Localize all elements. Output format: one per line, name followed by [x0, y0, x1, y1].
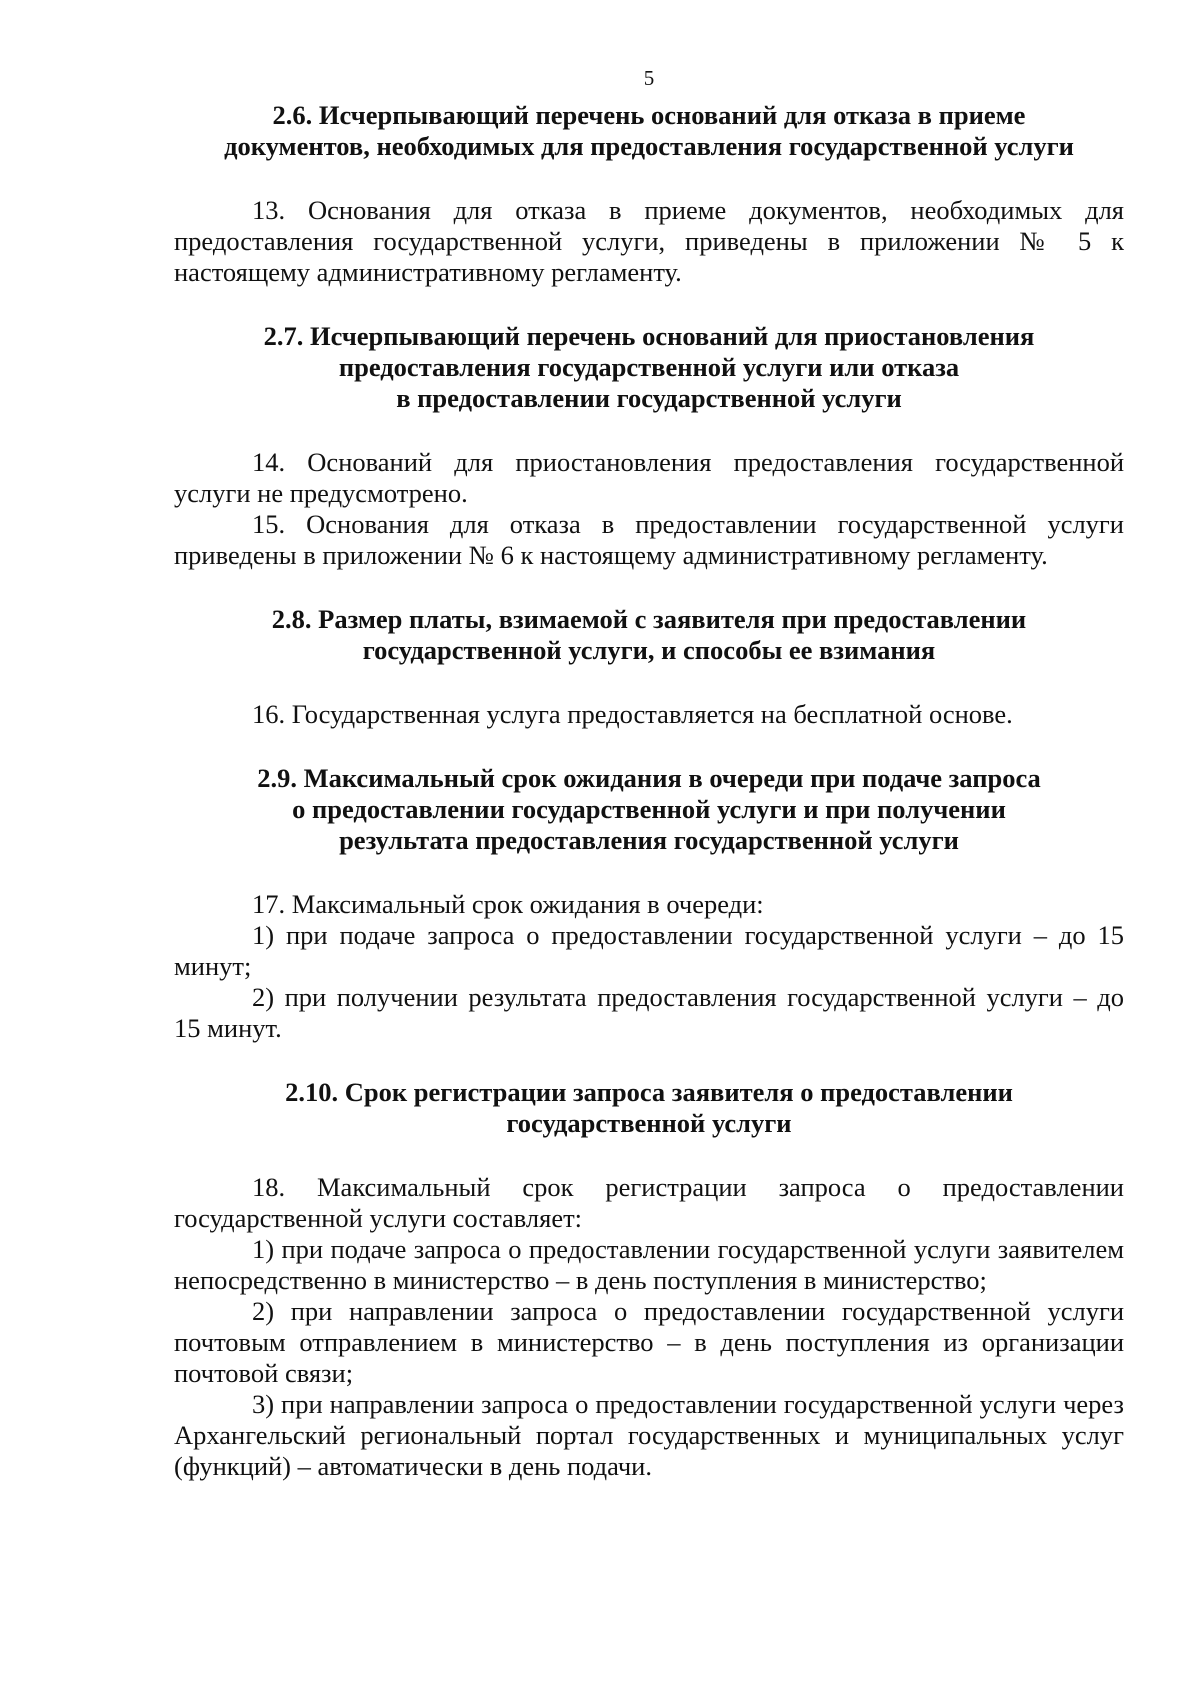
section-heading [174, 763, 1124, 856]
heading-line: о предоставлении государственной услуги и при получении [292, 794, 1006, 824]
heading-line: 2.8. Размер платы, взимаемой с заявителя при предоставлении [271, 604, 1027, 634]
heading-line: 2.9. Максимальный срок ожидания в очереди при подаче запроса [257, 763, 1041, 793]
paragraph: 15. Основания для отказа в предоставлении государственной услуги приведены в приложении № 6 к настоящему административному регламенту. [174, 509, 1124, 570]
section-2-10 [174, 1077, 1124, 1482]
paragraph: 14. Оснований для приостановления предоставления государственной услуги не предусмотрено. [174, 447, 1124, 508]
paragraph: 17. Максимальный срок ожидания в очереди: [252, 889, 764, 919]
heading-line: результата предоставления государственной услуги [339, 825, 959, 855]
heading-line: предоставления государственной услуги или отказа [338, 352, 960, 382]
section-2-8 [174, 604, 1124, 730]
paragraph: 1) при подаче запроса о предоставлении государственной услуги заявителем непосредственно в министерство – в день поступления в министерство; [174, 1234, 1124, 1295]
section-2-6 [174, 100, 1124, 288]
section-2-9 [174, 763, 1124, 1044]
heading-line: государственной услуги [506, 1108, 792, 1138]
heading-line: 2.7. Исчерпывающий перечень оснований для приостановления [263, 321, 1035, 351]
section-heading [174, 604, 1124, 666]
paragraph: 2) при получении результата предоставления государственной услуги – до 15 минут. [174, 982, 1124, 1043]
section-heading [174, 1077, 1124, 1139]
paragraph: 13. Основания для отказа в приеме документов, необходимых для предоставления государственной услуги, приведены в приложении № 5 к настоящему административному регламенту. [174, 195, 1124, 287]
paragraph: 2) при направлении запроса о предоставлении государственной услуги почтовым отправлением в министерство – в день поступления из организации почтовой связи; [174, 1296, 1124, 1388]
heading-line: государственной услуги, и способы ее взимания [362, 635, 936, 665]
heading-line: в предоставлении государственной услуги [396, 383, 902, 413]
heading-line: 2.6. Исчерпывающий перечень оснований для отказа в приеме [272, 100, 1026, 130]
heading-line: документов, необходимых для предоставления государственной услуги [224, 131, 1074, 161]
page-number: 5 [643, 66, 655, 90]
section-2-7 [174, 321, 1124, 571]
section-heading [174, 321, 1124, 414]
paragraph: 3) при направлении запроса о предоставлении государственной услуги через Архангельский региональный портал государственных и муниципальных услуг (функций) – автоматически в день подачи. [174, 1389, 1124, 1481]
heading-line: 2.10. Срок регистрации запроса заявителя о предоставлении [285, 1077, 1013, 1107]
document-page [174, 66, 1124, 1482]
paragraph: 16. Государственная услуга предоставляется на бесплатной основе. [252, 699, 1013, 729]
section-heading [174, 100, 1124, 162]
paragraph: 18. Максимальный срок регистрации запроса о предоставлении государственной услуги составляет: [174, 1172, 1124, 1233]
paragraph: 1) при подаче запроса о предоставлении государственной услуги – до 15 минут; [174, 920, 1124, 981]
